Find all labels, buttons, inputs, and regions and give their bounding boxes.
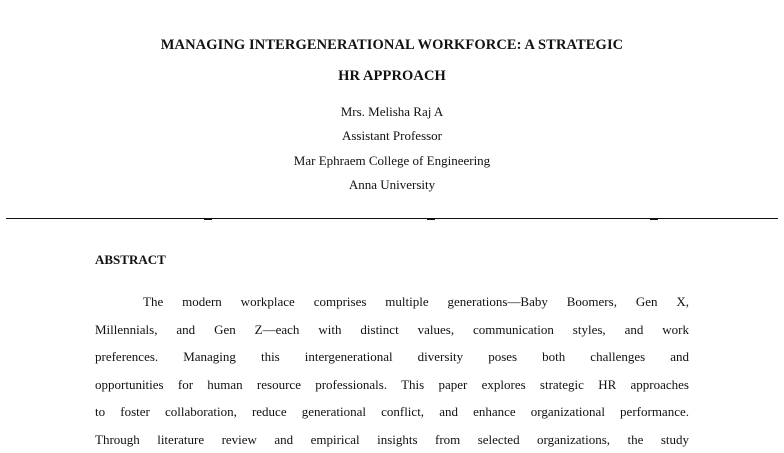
divider-tick bbox=[204, 219, 212, 220]
abstract-line: to foster collaboration, reduce generational conflict, and enhance organizational performance. bbox=[95, 398, 689, 426]
divider-tick bbox=[427, 219, 435, 220]
abstract-line: preferences. Managing this intergenerational diversity poses both challenges and bbox=[95, 343, 689, 371]
author-institution: Mar Ephraem College of Engineering bbox=[0, 154, 784, 167]
author-name: Mrs. Melisha Raj A bbox=[0, 105, 784, 118]
divider-tick bbox=[650, 219, 658, 220]
author-university: Anna University bbox=[0, 178, 784, 191]
abstract-heading: ABSTRACT bbox=[95, 253, 166, 266]
author-position: Assistant Professor bbox=[0, 129, 784, 142]
paper-title-line-1: MANAGING INTERGENERATIONAL WORKFORCE: A STRATEGIC bbox=[0, 38, 784, 53]
paper-title-line-2: HR APPROACH bbox=[0, 69, 784, 84]
abstract-line: opportunities for human resource professionals. This paper explores strategic HR approaches bbox=[95, 371, 689, 399]
abstract-line: The modern workplace comprises multiple generations—Baby Boomers, Gen X, bbox=[95, 288, 689, 316]
abstract-body bbox=[95, 288, 689, 453]
header-divider bbox=[6, 218, 778, 219]
abstract-line: Millennials, and Gen Z—each with distinct values, communication styles, and work bbox=[95, 316, 689, 344]
abstract-line: Through literature review and empirical insights from selected organizations, the study bbox=[95, 426, 689, 453]
